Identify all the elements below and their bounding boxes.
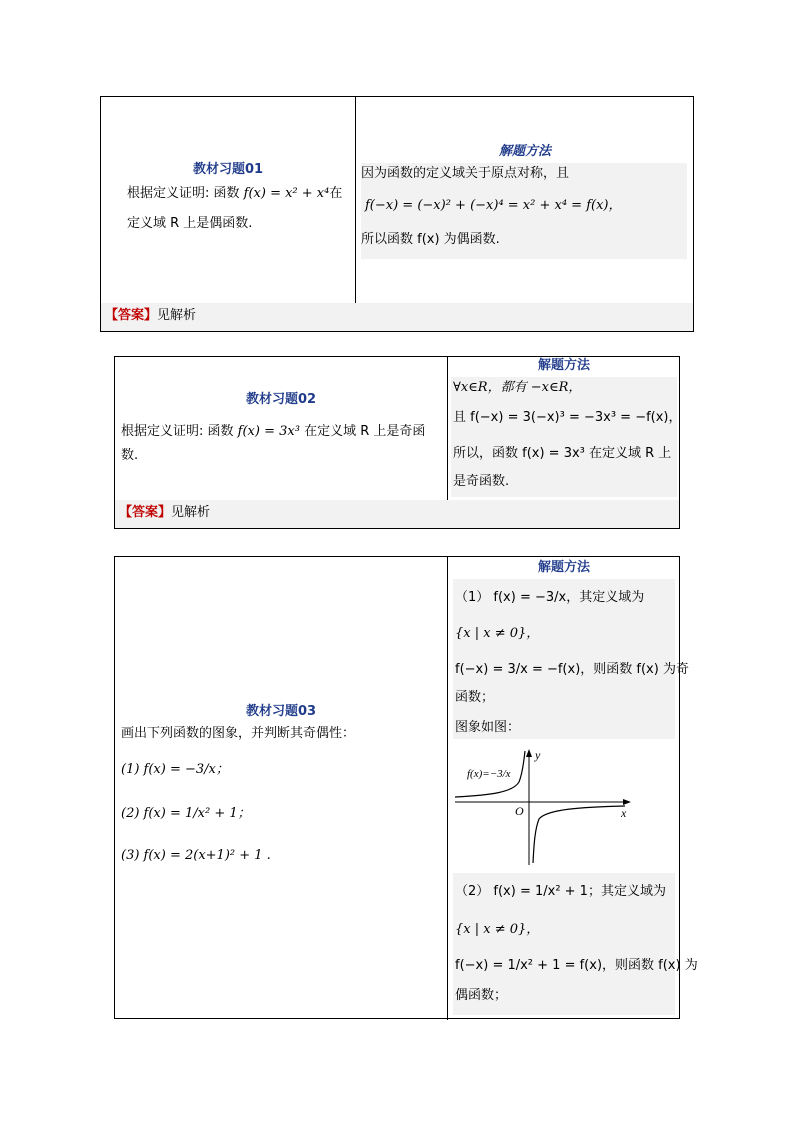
exercise-02-title: 教材习题02 <box>245 392 317 407</box>
answer-tag: 【答案】 <box>119 505 172 520</box>
answer-tag: 【答案】 <box>105 308 158 323</box>
exercise-03-s1-line-e: 图象如图： <box>455 720 521 735</box>
exercise-02-solution-line3: 所以，函数 f(x) = 3x³ 在定义域 R 上 <box>453 446 672 461</box>
exercise-03-s1-line-d: 函数； <box>455 690 495 705</box>
answer-text: 见解析 <box>157 308 197 323</box>
origin-label: O <box>515 804 524 818</box>
exercise-03-s1-line-c: f(−x) = 3/x = −f(x)，则函数 f(x) 为奇 <box>455 662 689 677</box>
exercise-01-title: 教材习题01 <box>192 162 264 177</box>
exercise-01-solution-line3: 所以函数 f(x) 为偶函数. <box>361 232 500 247</box>
exercise-03-s1-line-b: {x | x ≠ 0}， <box>455 626 540 641</box>
exercise-01-solution-line2: f(−x) = (−x)² + (−x)⁴ = x² + x⁴ = f(x)， <box>365 198 622 213</box>
exercise-01-solution-line1: 因为函数的定义域关于原点对称，且 <box>361 166 570 181</box>
exercise-03-item-1: (1) f(x) = −3/x； <box>121 762 229 777</box>
x-axis-label: x <box>621 806 627 820</box>
exercise-01-prompt-cont: 定义域 R 上是偶函数. <box>127 216 253 231</box>
exercise-02-answer <box>115 500 679 528</box>
exercise-02-solution-line2: 且 f(−x) = 3(−x)³ = −3x³ = −f(x)， <box>453 410 682 425</box>
exercise-01-answer <box>101 303 693 331</box>
exercise-03-s1-line-a: （1） f(x) = −3/x，其定义域为 <box>455 590 645 605</box>
exercise-03-s2-line-d: 偶函数； <box>455 988 508 1003</box>
exercise-03-table <box>114 556 698 1019</box>
exercise-03-s2-line-a: （2） f(x) = 1/x² + 1；其定义域为 <box>455 884 666 899</box>
answer-text: 见解析 <box>171 505 211 520</box>
exercise-03-s2-line-c: f(−x) = 1/x² + 1 = f(x)，则函数 f(x) 为 <box>455 958 698 973</box>
exercise-02-table <box>114 356 680 529</box>
exercise-01-method-title: 解题方法 <box>498 144 551 159</box>
y-axis-label: y <box>535 748 541 762</box>
exercise-02-solution <box>451 377 682 497</box>
exercise-03-item-2: (2) f(x) = 1/x² + 1； <box>121 806 251 821</box>
exercise-02-solution-line1: ∀x∈R，都有 −x∈R， <box>453 380 582 395</box>
hyperbola-graph <box>453 747 633 867</box>
exercise-01-prompt: 根据定义证明: 函数 f(x) = x² + x⁴在 <box>127 186 343 201</box>
exercise-03-item-3: (3) f(x) = 2(x+1)² + 1 . <box>121 848 271 863</box>
exercise-03-title: 教材习题03 <box>245 704 317 719</box>
exercise-03-solution-part1 <box>453 579 689 739</box>
exercise-02-solution-line4: 是奇函数. <box>453 474 510 489</box>
exercise-01-solution <box>361 163 687 259</box>
exercise-03-prompt: 画出下列函数的图象，并判断其奇偶性： <box>121 726 356 741</box>
graph-function-label: f(x)=−3/x <box>467 768 511 780</box>
exercise-02-prompt: 根据定义证明: 函数 f(x) = 3x³ 在定义域 R 上是奇函 <box>121 424 426 439</box>
exercise-01-table <box>100 96 694 332</box>
exercise-02-prompt-cont: 数. <box>121 448 139 463</box>
exercise-02-method-title: 解题方法 <box>537 358 590 373</box>
exercise-03-s2-line-b: {x | x ≠ 0}， <box>455 922 540 937</box>
exercise-03-method-title: 解题方法 <box>537 560 590 575</box>
exercise-03-solution-part2 <box>453 873 698 1015</box>
